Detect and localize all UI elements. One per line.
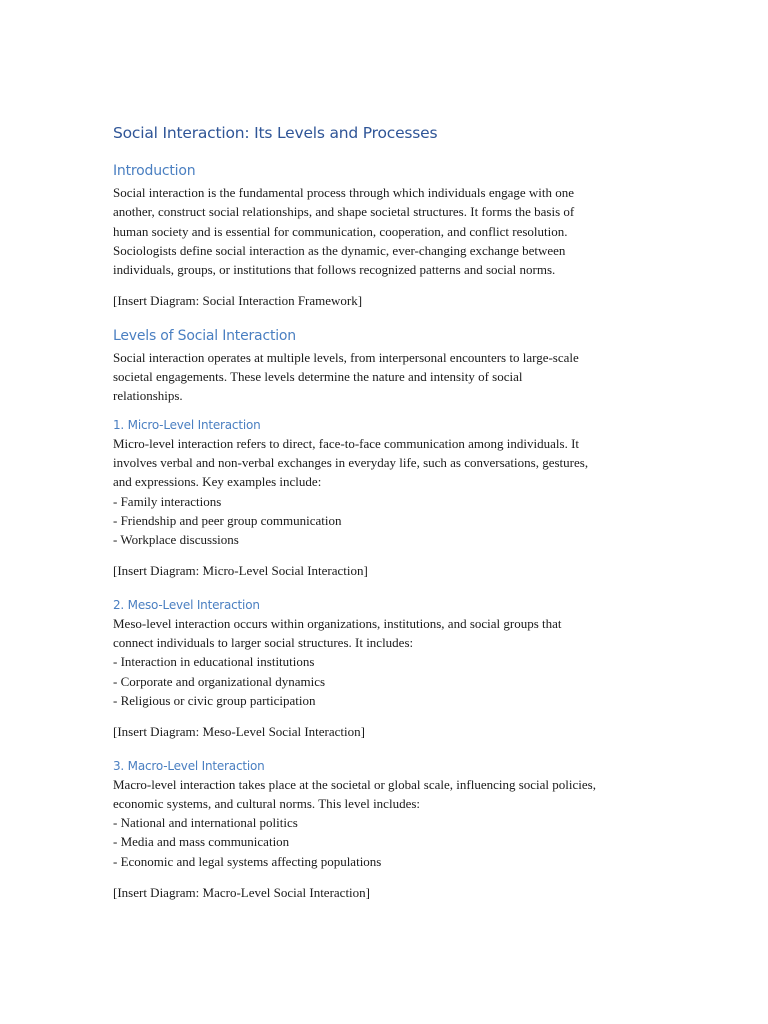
paragraph-line: Macro-level interaction takes place at the societal or global scale, influencing social policies, xyxy=(113,776,596,792)
micro-paragraph xyxy=(113,434,658,550)
list-item: - Workplace discussions xyxy=(113,532,239,548)
diagram-placeholder: [Insert Diagram: Meso-Level Social Interaction] xyxy=(113,724,365,740)
paragraph-line: connect individuals to larger social structures. It includes: xyxy=(113,635,414,651)
meso-heading: 2. Meso-Level Interaction xyxy=(113,597,260,612)
paragraph-line: relationships. xyxy=(113,388,183,404)
macro-paragraph xyxy=(113,775,658,871)
introduction-heading: Introduction xyxy=(113,163,196,179)
paragraph-line: another, construct social relationships, and shape societal structures. It forms the basis of xyxy=(113,204,575,220)
paragraph-line: individuals, groups, or institutions that follows recognized patterns and social norms. xyxy=(113,262,556,278)
list-item: - Religious or civic group participation xyxy=(113,692,316,708)
paragraph-line: Meso-level interaction occurs within organizations, institutions, and social groups that xyxy=(113,615,562,631)
diagram-placeholder: [Insert Diagram: Macro-Level Social Interaction] xyxy=(113,885,370,901)
paragraph-line: economic systems, and cultural norms. This level includes: xyxy=(113,795,421,811)
paragraph-line: Sociologists define social interaction as the dynamic, ever-changing exchange between xyxy=(113,242,566,258)
list-item: - Media and mass communication xyxy=(113,834,290,850)
paragraph-line: societal engagements. These levels determine the nature and intensity of social xyxy=(113,369,523,385)
introduction-paragraph xyxy=(113,183,658,279)
paragraph-line: Micro-level interaction refers to direct, face-to-face communication among individuals. It xyxy=(113,435,580,451)
micro-heading: 1. Micro-Level Interaction xyxy=(113,417,261,432)
levels-paragraph xyxy=(113,348,658,406)
list-item: - Economic and legal systems affecting populations xyxy=(113,853,382,869)
diagram-placeholder: [Insert Diagram: Social Interaction Framework] xyxy=(113,293,363,309)
list-item: - Interaction in educational institutions xyxy=(113,654,315,670)
list-item: - Corporate and organizational dynamics xyxy=(113,673,326,689)
macro-heading: 3. Macro-Level Interaction xyxy=(113,758,265,773)
paragraph-line: Social interaction operates at multiple levels, from interpersonal encounters to large-scale xyxy=(113,349,579,365)
document-title: Social Interaction: Its Levels and Processes xyxy=(113,124,438,142)
list-item: - National and international politics xyxy=(113,815,298,831)
list-item: - Friendship and peer group communication xyxy=(113,512,342,528)
levels-heading: Levels of Social Interaction xyxy=(113,327,296,344)
paragraph-line: human society and is essential for communication, cooperation, and conflict resolution. xyxy=(113,223,568,239)
paragraph-line: and expressions. Key examples include: xyxy=(113,474,322,490)
paragraph-line: involves verbal and non-verbal exchanges in everyday life, such as conversations, gestures, xyxy=(113,454,589,470)
list-item: - Family interactions xyxy=(113,493,222,509)
meso-paragraph xyxy=(113,614,658,710)
diagram-placeholder: [Insert Diagram: Micro-Level Social Interaction] xyxy=(113,563,368,579)
paragraph-line: Social interaction is the fundamental process through which individuals engage with one xyxy=(113,185,575,200)
document-content xyxy=(113,124,658,919)
